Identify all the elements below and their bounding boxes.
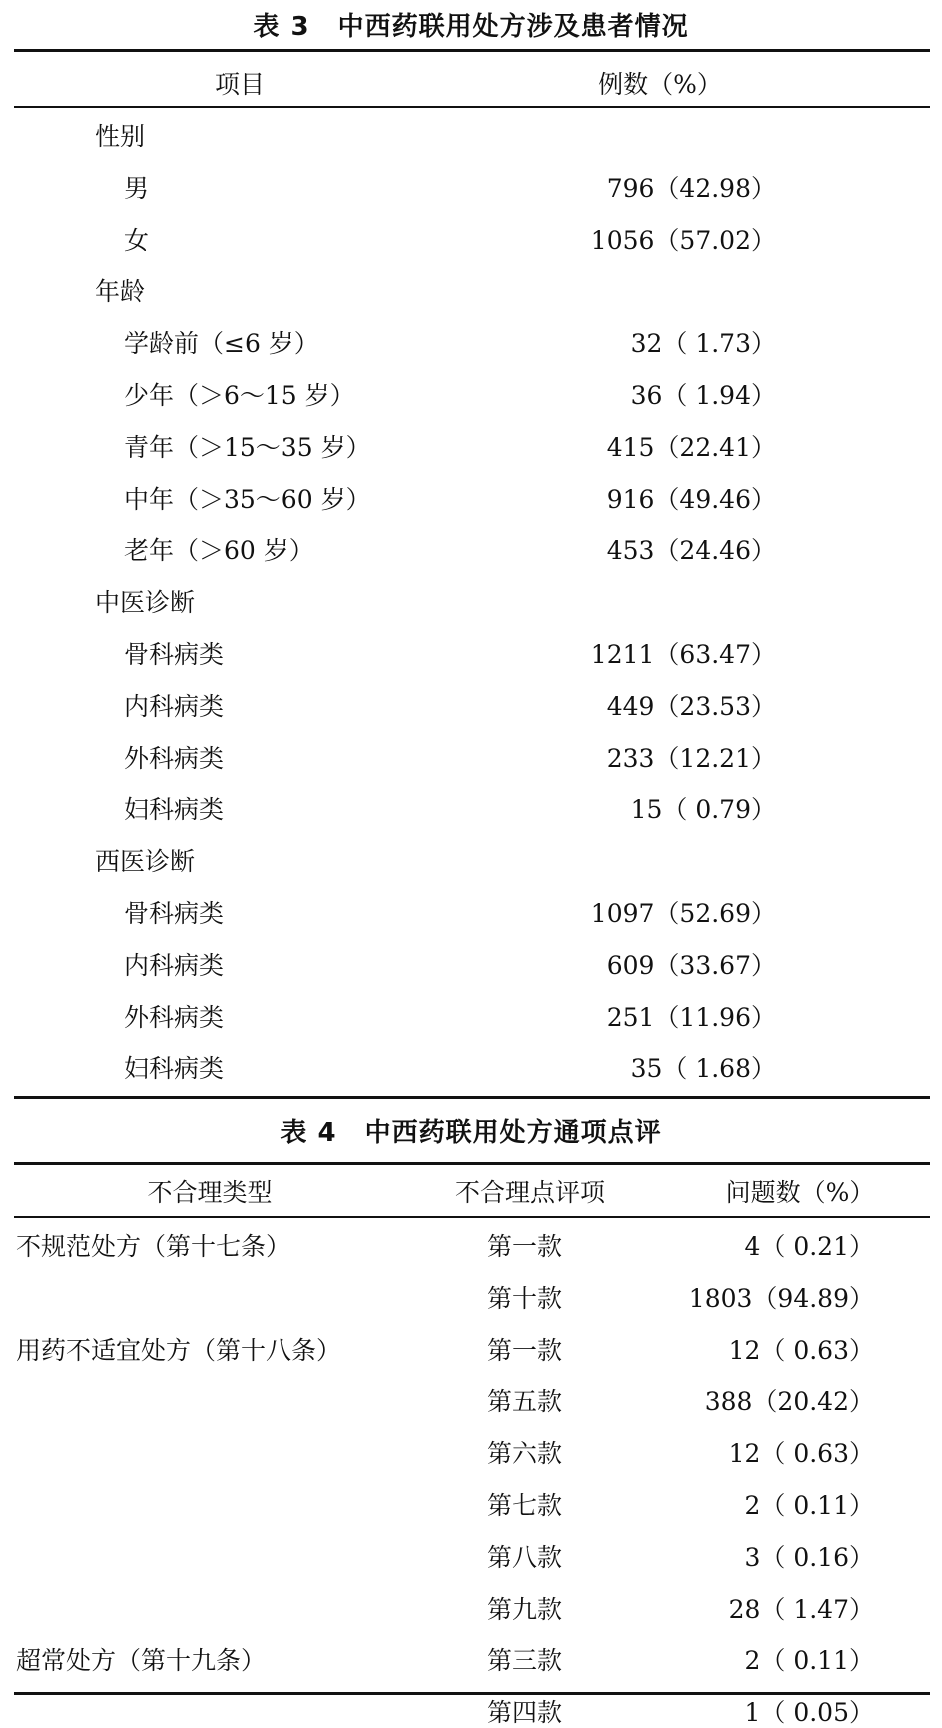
table4-row-value: 2（ 0.11） xyxy=(744,1491,874,1520)
table4-header-item: 不合理点评项 xyxy=(454,1178,605,1207)
table4-caption xyxy=(0,1112,942,1149)
table3-row-value: 453（24.46） xyxy=(606,536,776,566)
table4-item-label: 第四款 xyxy=(487,1698,563,1728)
table4-row-value: 4（ 0.21） xyxy=(744,1232,874,1261)
table4-type-label: 用药不适宜处方（第十八条） xyxy=(16,1335,342,1365)
table4-item-label: 第一款 xyxy=(487,1232,563,1261)
table4-header-count: 问题数（%） xyxy=(725,1178,875,1207)
table3-row-label: 少年（＞6～15 岁） xyxy=(124,381,355,410)
table4-row-value: 28（ 1.47） xyxy=(728,1594,874,1624)
table4-row-value: 12（ 0.63） xyxy=(728,1439,874,1469)
table3-number: 表 3 xyxy=(253,12,310,42)
table4-item-label: 第八款 xyxy=(487,1542,563,1572)
table3-row-value: 415（22.41） xyxy=(606,432,776,462)
table4-row-value: 12（ 0.63） xyxy=(728,1335,874,1365)
table3-group-label: 中医诊断 xyxy=(95,588,196,618)
table3-group-label: 性别 xyxy=(95,122,146,151)
table4-header-type: 不合理类型 xyxy=(147,1178,273,1207)
table3-header-count: 例数（%） xyxy=(598,70,722,99)
table3-row-label: 外科病类 xyxy=(124,1002,225,1032)
table4-item-label: 第七款 xyxy=(487,1491,563,1520)
table4-row-value: 1803（94.89） xyxy=(688,1283,874,1313)
table4-item-label: 第十款 xyxy=(487,1283,563,1313)
table3-row-label: 女 xyxy=(124,225,150,255)
table3-row-value: 251（11.96） xyxy=(606,1002,776,1032)
table3-row-value: 15（ 0.79） xyxy=(630,795,776,825)
table3-row-value: 449（23.53） xyxy=(606,691,776,721)
table3-caption xyxy=(0,6,942,43)
table3-top-rule xyxy=(14,49,930,52)
table4-row-value: 1（ 0.05） xyxy=(744,1698,874,1728)
table3-row-label: 内科病类 xyxy=(124,691,225,721)
table3-group-label: 西医诊断 xyxy=(95,847,196,877)
table3-row-value: 1056（57.02） xyxy=(590,225,776,255)
table3-header-item: 项目 xyxy=(214,70,265,99)
table3-row-label: 妇科病类 xyxy=(124,795,225,825)
table4-bottom-rule xyxy=(14,1692,930,1695)
table4-type-label: 超常处方（第十九条） xyxy=(16,1646,267,1676)
table4-header-rule xyxy=(14,1216,930,1218)
table3-row-label: 中年（＞35～60 岁） xyxy=(124,484,371,514)
table4-item-label: 第五款 xyxy=(487,1387,563,1417)
table3-row-label: 骨科病类 xyxy=(124,899,225,928)
table4-top-rule xyxy=(14,1162,930,1165)
table3-bottom-rule xyxy=(14,1096,930,1099)
table3-row-label: 学龄前（≤6 岁） xyxy=(124,329,319,359)
table3-row-label: 男 xyxy=(124,173,150,203)
table3-row-label: 内科病类 xyxy=(124,950,225,980)
table3-row-label: 老年（＞60 岁） xyxy=(124,536,314,566)
table3-row-value: 916（49.46） xyxy=(606,484,776,514)
table4-number: 表 4 xyxy=(280,1118,337,1148)
table4-row-value: 3（ 0.16） xyxy=(744,1542,874,1572)
table3-row-value: 233（12.21） xyxy=(606,743,776,773)
table4-item-label: 第六款 xyxy=(487,1439,563,1469)
table3-row-value: 1097（52.69） xyxy=(590,899,776,928)
table3-row-label: 妇科病类 xyxy=(124,1054,225,1084)
table3-row-label: 骨科病类 xyxy=(124,640,225,669)
table3-header-rule xyxy=(14,106,930,108)
table4-row-value: 2（ 0.11） xyxy=(744,1646,874,1676)
table3-row-label: 外科病类 xyxy=(124,743,225,773)
table3-row-value: 36（ 1.94） xyxy=(630,381,776,410)
table4-item-label: 第九款 xyxy=(487,1594,563,1624)
table3-row-value: 609（33.67） xyxy=(606,950,776,980)
table4-row-value: 388（20.42） xyxy=(704,1387,874,1417)
table4-title: 中西药联用处方通项点评 xyxy=(364,1118,662,1148)
table3-row-label: 青年（＞15～35 岁） xyxy=(124,432,371,462)
table3-title: 中西药联用处方涉及患者情况 xyxy=(337,12,689,42)
table4-type-label: 不规范处方（第十七条） xyxy=(16,1232,292,1261)
table4-item-label: 第三款 xyxy=(487,1646,563,1676)
table3-row-value: 35（ 1.68） xyxy=(630,1054,776,1084)
table4-item-label: 第一款 xyxy=(487,1335,563,1365)
table3-row-value: 32（ 1.73） xyxy=(630,329,776,359)
table3-row-value: 1211（63.47） xyxy=(590,640,776,669)
table3-group-label: 年龄 xyxy=(95,277,146,307)
table3-row-value: 796（42.98） xyxy=(606,173,776,203)
